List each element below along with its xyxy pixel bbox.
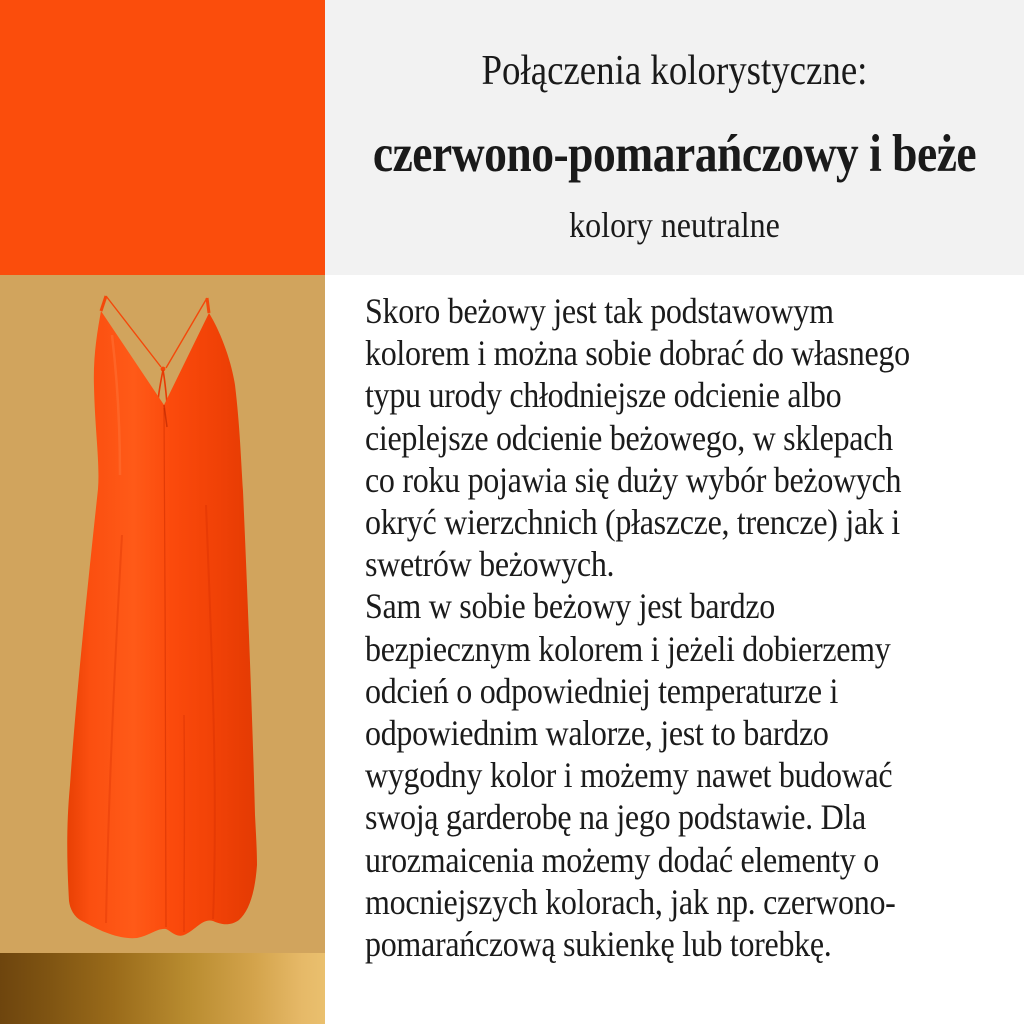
body-line: odcień o odpowiedniej temperaturze i — [365, 672, 839, 712]
body-line: cieplejsze odcienie beżowego, w sklepach — [365, 418, 893, 459]
body-line: co roku pojawia się duży wybór beżowych — [365, 461, 902, 501]
body-line: wygodny kolor i możemy nawet budować — [365, 756, 893, 797]
body-line: okryć wierzchnich (płaszcze, trencze) jak i — [365, 503, 900, 543]
red-orange-color-block — [0, 0, 325, 275]
header-title: czerwono-pomarańczowy i beże — [372, 124, 977, 183]
body-line: Skoro beżowy jest tak podstawowym — [365, 292, 834, 332]
dress-silhouette — [67, 311, 257, 938]
beige-color-block — [0, 275, 325, 953]
text-column — [325, 0, 1024, 1024]
body-line: mocniejszych kolorach, jak np. czerwono- — [365, 883, 896, 923]
body-line: odpowiednim walorze, jest to bardzo — [365, 714, 829, 754]
body-line: Sam w sobie beżowy jest bardzo — [365, 587, 775, 628]
body-line: typu urody chłodniejsze odcienie albo — [365, 376, 842, 417]
body-line: urozmaicenia możemy dodać elementy o — [365, 840, 879, 881]
body-line: kolorem i można sobie dobrać do własnego — [365, 334, 910, 374]
body-text — [365, 291, 1015, 966]
orange-dress-image — [0, 275, 325, 953]
header-subtitle: Połączenia kolorystyczne: — [481, 47, 868, 95]
body-line: swoją garderobę na jego podstawie. Dla — [365, 798, 866, 839]
header-category: kolory neutralne — [569, 206, 780, 246]
body-line: swetrów beżowych. — [365, 545, 615, 586]
body-line: bezpiecznym kolorem i jeżeli dobierzemy — [365, 629, 891, 670]
header-band — [325, 0, 1024, 275]
gold-gradient-bar — [0, 953, 325, 1024]
body-line: pomarańczową sukienkę lub torebkę. — [365, 925, 832, 965]
